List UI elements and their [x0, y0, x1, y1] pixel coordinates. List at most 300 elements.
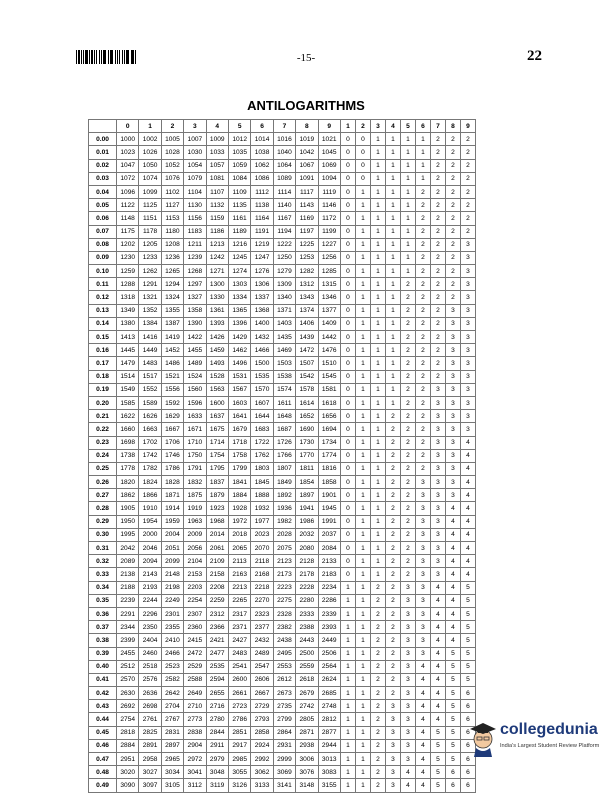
- difference-cell: 1: [415, 159, 430, 172]
- value-cell: 1466: [251, 344, 273, 357]
- difference-cell: 1: [355, 713, 370, 726]
- value-cell: 1349: [117, 304, 139, 317]
- difference-cell: 2: [415, 357, 430, 370]
- difference-cell: 3: [400, 673, 415, 686]
- table-row: [89, 291, 476, 304]
- value-cell: 1828: [161, 476, 183, 489]
- value-cell: 1236: [161, 251, 183, 264]
- difference-cell: 1: [400, 212, 415, 225]
- difference-cell: 1: [340, 687, 355, 700]
- value-cell: 1403: [273, 317, 295, 330]
- value-cell: 1982: [273, 515, 295, 528]
- column-header: 2: [161, 120, 183, 133]
- table-row: [89, 581, 476, 594]
- difference-cell: 4: [430, 700, 445, 713]
- value-cell: 1346: [318, 291, 340, 304]
- value-cell: 2203: [184, 581, 206, 594]
- value-cell: 2735: [273, 700, 295, 713]
- value-cell: 2904: [184, 739, 206, 752]
- difference-cell: 1: [400, 159, 415, 172]
- value-cell: 1352: [139, 304, 161, 317]
- difference-cell: 1: [355, 542, 370, 555]
- value-cell: 1012: [228, 133, 250, 146]
- difference-cell: 3: [400, 753, 415, 766]
- difference-cell: 3: [445, 396, 460, 409]
- difference-cell: 3: [460, 370, 475, 383]
- row-label: 0.47: [89, 753, 117, 766]
- row-label: 0.15: [89, 331, 117, 344]
- difference-cell: 4: [460, 528, 475, 541]
- row-label: 0.48: [89, 766, 117, 779]
- difference-cell: 1: [385, 159, 400, 172]
- value-cell: 1211: [184, 238, 206, 251]
- value-cell: 2249: [161, 594, 183, 607]
- value-cell: 1489: [184, 357, 206, 370]
- value-cell: 2388: [296, 621, 318, 634]
- row-label: 0.13: [89, 304, 117, 317]
- value-cell: 1941: [296, 502, 318, 515]
- difference-cell: 2: [415, 291, 430, 304]
- value-cell: 1774: [318, 449, 340, 462]
- difference-cell: 1: [355, 436, 370, 449]
- difference-cell: 3: [385, 779, 400, 792]
- difference-cell: 4: [445, 594, 460, 607]
- table-row: [89, 396, 476, 409]
- difference-cell: 0: [340, 199, 355, 212]
- value-cell: 2999: [273, 753, 295, 766]
- difference-cell: 2: [430, 199, 445, 212]
- difference-cell: 1: [355, 357, 370, 370]
- difference-cell: 1: [385, 317, 400, 330]
- table-row: [89, 146, 476, 159]
- value-cell: 1138: [251, 199, 273, 212]
- value-cell: 1439: [296, 331, 318, 344]
- value-cell: 2183: [318, 568, 340, 581]
- difference-cell: 6: [460, 713, 475, 726]
- difference-cell: 1: [370, 133, 385, 146]
- value-cell: 1936: [273, 502, 295, 515]
- value-cell: 1167: [273, 212, 295, 225]
- difference-cell: 5: [445, 647, 460, 660]
- value-cell: 1122: [117, 199, 139, 212]
- difference-cell: 1: [370, 251, 385, 264]
- value-cell: 2786: [228, 713, 250, 726]
- difference-cell: 1: [355, 317, 370, 330]
- difference-cell: 4: [430, 660, 445, 673]
- difference-cell: 2: [445, 133, 460, 146]
- difference-cell: 3: [460, 251, 475, 264]
- difference-cell: 4: [415, 753, 430, 766]
- value-cell: 2023: [251, 528, 273, 541]
- value-cell: 1216: [228, 238, 250, 251]
- value-cell: 2606: [251, 673, 273, 686]
- difference-cell: 0: [340, 185, 355, 198]
- difference-cell: 2: [400, 449, 415, 462]
- difference-cell: 4: [445, 607, 460, 620]
- difference-cell: 1: [370, 185, 385, 198]
- value-cell: 1259: [117, 265, 139, 278]
- difference-cell: 1: [370, 357, 385, 370]
- difference-cell: 2: [400, 568, 415, 581]
- value-cell: 1959: [161, 515, 183, 528]
- difference-cell: 1: [355, 304, 370, 317]
- difference-cell: 2: [370, 739, 385, 752]
- difference-column-header: 1: [340, 120, 355, 133]
- value-cell: 3126: [228, 779, 250, 792]
- value-cell: 1820: [117, 476, 139, 489]
- difference-cell: 3: [415, 502, 430, 515]
- value-cell: 2084: [318, 542, 340, 555]
- value-cell: 1119: [318, 185, 340, 198]
- value-cell: 1849: [273, 476, 295, 489]
- difference-cell: 1: [355, 423, 370, 436]
- difference-cell: 1: [355, 476, 370, 489]
- value-cell: 2661: [228, 687, 250, 700]
- value-cell: 2355: [161, 621, 183, 634]
- difference-cell: 4: [460, 436, 475, 449]
- difference-cell: 1: [370, 331, 385, 344]
- difference-column-header: 9: [460, 120, 475, 133]
- difference-cell: 2: [445, 265, 460, 278]
- difference-cell: 2: [400, 528, 415, 541]
- table-row: [89, 779, 476, 792]
- value-cell: 2529: [184, 660, 206, 673]
- brand-logo: [468, 715, 600, 763]
- value-cell: 1117: [296, 185, 318, 198]
- difference-cell: 1: [355, 700, 370, 713]
- value-cell: 2228: [296, 581, 318, 594]
- difference-cell: 2: [400, 383, 415, 396]
- value-cell: 1879: [206, 489, 228, 502]
- difference-cell: 1: [355, 291, 370, 304]
- value-cell: 1841: [228, 476, 250, 489]
- brand-tagline: India's Largest Student Review Platform: [500, 743, 600, 749]
- value-cell: 2259: [206, 594, 228, 607]
- table-row: [89, 370, 476, 383]
- value-cell: 2339: [318, 607, 340, 620]
- value-cell: 2004: [161, 528, 183, 541]
- difference-cell: 2: [415, 317, 430, 330]
- difference-cell: 3: [400, 607, 415, 620]
- difference-cell: 2: [370, 673, 385, 686]
- difference-cell: 2: [400, 291, 415, 304]
- difference-cell: 1: [385, 185, 400, 198]
- difference-cell: 1: [370, 555, 385, 568]
- difference-cell: 3: [445, 331, 460, 344]
- table-row: [89, 357, 476, 370]
- value-cell: 2317: [228, 607, 250, 620]
- difference-cell: 2: [400, 462, 415, 475]
- difference-cell: 2: [370, 700, 385, 713]
- difference-cell: 1: [370, 304, 385, 317]
- difference-cell: 2: [415, 278, 430, 291]
- value-cell: 2938: [296, 739, 318, 752]
- difference-cell: 1: [340, 766, 355, 779]
- row-label: 0.24: [89, 449, 117, 462]
- row-label: 0.31: [89, 542, 117, 555]
- difference-cell: 1: [355, 779, 370, 792]
- table-row: [89, 515, 476, 528]
- difference-cell: 3: [460, 357, 475, 370]
- difference-cell: 3: [445, 344, 460, 357]
- difference-cell: 2: [430, 185, 445, 198]
- difference-cell: 2: [385, 476, 400, 489]
- value-cell: 1315: [318, 278, 340, 291]
- difference-cell: 2: [415, 396, 430, 409]
- graduate-mascot-icon: [468, 717, 498, 757]
- difference-cell: 4: [430, 634, 445, 647]
- difference-cell: 1: [385, 199, 400, 212]
- value-cell: 2594: [206, 673, 228, 686]
- difference-cell: 1: [370, 159, 385, 172]
- value-cell: 1161: [228, 212, 250, 225]
- value-cell: 2612: [273, 673, 295, 686]
- difference-cell: 2: [370, 660, 385, 673]
- value-cell: 1799: [228, 462, 250, 475]
- difference-cell: 5: [430, 726, 445, 739]
- difference-cell: 0: [340, 502, 355, 515]
- value-cell: 1641: [228, 410, 250, 423]
- value-cell: 2723: [228, 700, 250, 713]
- difference-cell: 2: [385, 542, 400, 555]
- value-cell: 1016: [273, 133, 295, 146]
- value-cell: 1429: [228, 331, 250, 344]
- difference-cell: 5: [460, 647, 475, 660]
- difference-cell: 2: [385, 555, 400, 568]
- value-cell: 2748: [318, 700, 340, 713]
- value-cell: 2805: [296, 713, 318, 726]
- value-cell: 1276: [251, 265, 273, 278]
- value-cell: 3119: [206, 779, 228, 792]
- value-cell: 1076: [161, 172, 183, 185]
- value-cell: 2333: [296, 607, 318, 620]
- value-cell: 3020: [117, 766, 139, 779]
- value-cell: 1007: [184, 133, 206, 146]
- value-cell: 2944: [318, 739, 340, 752]
- value-cell: 1675: [206, 423, 228, 436]
- value-cell: 1648: [273, 410, 295, 423]
- difference-cell: 3: [430, 423, 445, 436]
- difference-cell: 3: [460, 304, 475, 317]
- difference-cell: 1: [355, 568, 370, 581]
- value-cell: 2818: [117, 726, 139, 739]
- value-cell: 2449: [318, 634, 340, 647]
- value-cell: 1054: [184, 159, 206, 172]
- difference-cell: 2: [445, 291, 460, 304]
- value-cell: 1300: [206, 278, 228, 291]
- difference-cell: 0: [340, 146, 355, 159]
- difference-cell: 3: [460, 317, 475, 330]
- difference-cell: 3: [460, 265, 475, 278]
- difference-cell: 3: [415, 568, 430, 581]
- difference-cell: 1: [370, 199, 385, 212]
- difference-cell: 0: [340, 528, 355, 541]
- difference-cell: 5: [460, 594, 475, 607]
- difference-column-header: 3: [370, 120, 385, 133]
- table-header-row: [89, 120, 476, 133]
- difference-cell: 6: [460, 779, 475, 792]
- value-cell: 1084: [228, 172, 250, 185]
- table-row: [89, 172, 476, 185]
- value-cell: 1679: [228, 423, 250, 436]
- table-row: [89, 423, 476, 436]
- value-cell: 1718: [228, 436, 250, 449]
- difference-cell: 1: [355, 331, 370, 344]
- difference-cell: 1: [355, 739, 370, 752]
- value-cell: 1517: [139, 370, 161, 383]
- value-cell: 2667: [251, 687, 273, 700]
- difference-cell: 3: [385, 753, 400, 766]
- difference-cell: 2: [400, 555, 415, 568]
- value-cell: 2312: [206, 607, 228, 620]
- value-cell: 1377: [318, 304, 340, 317]
- difference-cell: 1: [370, 146, 385, 159]
- difference-cell: 2: [460, 133, 475, 146]
- value-cell: 1050: [139, 159, 161, 172]
- value-cell: 1832: [184, 476, 206, 489]
- difference-cell: 1: [415, 146, 430, 159]
- value-cell: 1445: [117, 344, 139, 357]
- row-label: 0.02: [89, 159, 117, 172]
- difference-cell: 0: [340, 133, 355, 146]
- value-cell: 1064: [273, 159, 295, 172]
- value-cell: 1130: [184, 199, 206, 212]
- value-cell: 1995: [117, 528, 139, 541]
- value-cell: 2168: [251, 568, 273, 581]
- difference-cell: 2: [415, 331, 430, 344]
- difference-cell: 1: [415, 172, 430, 185]
- difference-cell: 1: [355, 687, 370, 700]
- difference-cell: 3: [400, 687, 415, 700]
- value-cell: 2588: [184, 673, 206, 686]
- difference-cell: 2: [415, 344, 430, 357]
- value-cell: 2729: [251, 700, 273, 713]
- value-cell: 1507: [296, 357, 318, 370]
- value-cell: 1256: [318, 251, 340, 264]
- value-cell: 2377: [251, 621, 273, 634]
- value-cell: 2254: [184, 594, 206, 607]
- difference-cell: 1: [355, 766, 370, 779]
- value-cell: 2099: [161, 555, 183, 568]
- difference-cell: 1: [340, 713, 355, 726]
- difference-cell: 1: [370, 344, 385, 357]
- value-cell: 3048: [206, 766, 228, 779]
- value-cell: 1262: [139, 265, 161, 278]
- value-cell: 1510: [318, 357, 340, 370]
- value-cell: 1455: [184, 344, 206, 357]
- value-cell: 2911: [206, 739, 228, 752]
- difference-cell: 1: [370, 238, 385, 251]
- difference-cell: 1: [370, 265, 385, 278]
- difference-cell: 1: [355, 383, 370, 396]
- value-cell: 3076: [296, 766, 318, 779]
- difference-cell: 2: [445, 251, 460, 264]
- value-cell: 1156: [184, 212, 206, 225]
- difference-cell: 3: [460, 396, 475, 409]
- row-label: 0.25: [89, 462, 117, 475]
- value-cell: 2871: [296, 726, 318, 739]
- value-cell: 1219: [251, 238, 273, 251]
- value-cell: 1626: [139, 410, 161, 423]
- difference-cell: 1: [400, 251, 415, 264]
- value-cell: 1132: [206, 199, 228, 212]
- value-cell: 2477: [206, 647, 228, 660]
- value-cell: 1778: [117, 462, 139, 475]
- value-cell: 2512: [117, 660, 139, 673]
- value-cell: 1343: [296, 291, 318, 304]
- difference-cell: 1: [355, 673, 370, 686]
- value-cell: 1545: [318, 370, 340, 383]
- difference-cell: 1: [370, 317, 385, 330]
- difference-cell: 2: [400, 370, 415, 383]
- page-number: -15-: [296, 52, 316, 64]
- difference-cell: 1: [385, 344, 400, 357]
- value-cell: 1114: [273, 185, 295, 198]
- difference-cell: 2: [430, 344, 445, 357]
- value-cell: 1803: [251, 462, 273, 475]
- difference-cell: 1: [340, 607, 355, 620]
- value-cell: 1419: [161, 331, 183, 344]
- difference-cell: 3: [385, 700, 400, 713]
- row-label: 0.30: [89, 528, 117, 541]
- value-cell: 2153: [184, 568, 206, 581]
- difference-cell: 1: [340, 779, 355, 792]
- difference-cell: 4: [460, 555, 475, 568]
- value-cell: 1722: [251, 436, 273, 449]
- difference-cell: 3: [400, 660, 415, 673]
- difference-cell: 2: [400, 436, 415, 449]
- difference-cell: 1: [355, 726, 370, 739]
- difference-cell: 3: [445, 489, 460, 502]
- row-label: 0.23: [89, 436, 117, 449]
- difference-cell: 3: [430, 502, 445, 515]
- value-cell: 1127: [161, 199, 183, 212]
- difference-cell: 1: [340, 753, 355, 766]
- value-cell: 1476: [318, 344, 340, 357]
- value-cell: 2642: [161, 687, 183, 700]
- difference-cell: 0: [340, 278, 355, 291]
- difference-cell: 1: [370, 515, 385, 528]
- value-cell: 1125: [139, 199, 161, 212]
- row-label: 0.08: [89, 238, 117, 251]
- value-cell: 1213: [206, 238, 228, 251]
- value-cell: 1854: [296, 476, 318, 489]
- value-cell: 1950: [117, 515, 139, 528]
- difference-cell: 2: [400, 344, 415, 357]
- value-cell: 2630: [117, 687, 139, 700]
- value-cell: 1683: [251, 423, 273, 436]
- value-cell: 1047: [117, 159, 139, 172]
- difference-cell: 5: [460, 621, 475, 634]
- difference-cell: 3: [430, 436, 445, 449]
- value-cell: 2193: [139, 581, 161, 594]
- difference-cell: 1: [355, 647, 370, 660]
- value-cell: 2742: [296, 700, 318, 713]
- value-cell: 2985: [228, 753, 250, 766]
- difference-column-header: 5: [400, 120, 415, 133]
- difference-cell: 2: [385, 647, 400, 660]
- value-cell: 2065: [228, 542, 250, 555]
- value-cell: 2931: [273, 739, 295, 752]
- value-cell: 1824: [139, 476, 161, 489]
- difference-cell: 6: [460, 726, 475, 739]
- value-cell: 1151: [139, 212, 161, 225]
- difference-cell: 2: [430, 251, 445, 264]
- difference-cell: 1: [355, 594, 370, 607]
- row-label: 0.01: [89, 146, 117, 159]
- value-cell: 2014: [206, 528, 228, 541]
- difference-cell: 4: [460, 515, 475, 528]
